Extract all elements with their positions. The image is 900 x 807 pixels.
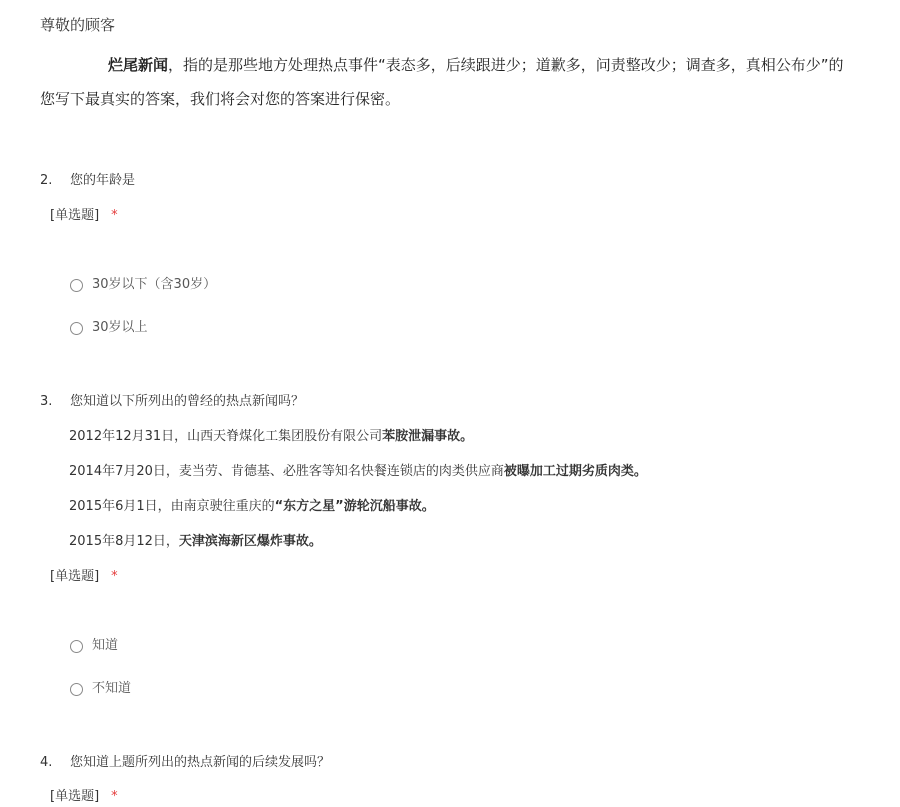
news-item-text: 2014年7月20日，麦当劳、肯德基、必胜客等知名快餐连锁店的肉类供应商 [69, 464, 504, 479]
intro-paragraph-line1 [108, 54, 844, 76]
greeting-text: 尊敬的顾客 [40, 16, 116, 34]
news-item-1 [69, 427, 473, 447]
question-2-type [50, 206, 118, 226]
option-label: 30岁以下（含30岁） [92, 277, 217, 292]
required-star: * [111, 208, 118, 223]
question-type-label: [单选题] [50, 789, 100, 804]
question-4-title: 您知道上题所列出的热点新闻的后续发展吗？ [70, 755, 331, 770]
news-item-text: 2012年12月31日，山西天脊煤化工集团股份有限公司 [69, 429, 383, 444]
question-4-type [50, 787, 118, 807]
question-2-title: 您的年龄是 [70, 173, 136, 188]
question-3-number: 3. [40, 394, 53, 409]
radio-button[interactable] [70, 279, 83, 292]
question-type-label: [单选题] [50, 208, 100, 223]
question-2-number: 2. [40, 173, 53, 188]
news-item-3 [69, 497, 435, 517]
question-4-number: 4. [40, 755, 53, 770]
news-item-highlight: “东方之星”游轮沉船事故。 [274, 499, 435, 514]
question-3-option-1[interactable] [70, 636, 118, 656]
question-3-title: 您知道以下所列出的曾经的热点新闻吗？ [70, 394, 305, 409]
question-type-label: [单选题] [50, 569, 100, 584]
news-item-highlight: 苯胺泄漏事故。 [382, 429, 474, 444]
radio-button[interactable] [70, 683, 83, 696]
question-3-option-2[interactable] [70, 679, 131, 699]
intro-line1-text: ，指的是那些地方处理热点事件“表态多，后续跟进少；道歉多，问责整改少；调查多，真相公布少”的 [168, 56, 844, 74]
radio-button[interactable] [70, 640, 83, 653]
news-item-highlight: 天津滨海新区爆炸事故。 [178, 534, 322, 549]
news-item-text: 2015年6月1日，由南京驶往重庆的 [69, 499, 275, 514]
intro-bold-term: 烂尾新闻 [108, 56, 169, 74]
option-label: 30岁以上 [92, 320, 148, 335]
option-label: 不知道 [92, 681, 132, 696]
question-2-option-1[interactable] [70, 275, 216, 295]
news-item-text: 2015年8月12日， [69, 534, 179, 549]
news-item-2 [69, 462, 647, 482]
option-label: 知道 [92, 638, 119, 653]
radio-button[interactable] [70, 322, 83, 335]
question-2-option-2[interactable] [70, 318, 148, 338]
news-item-highlight: 被曝加工过期劣质肉类。 [503, 464, 647, 479]
required-star: * [111, 569, 118, 584]
news-item-4 [69, 532, 322, 552]
question-3-type [50, 567, 118, 587]
required-star: * [111, 789, 118, 804]
intro-paragraph-line2: 您写下最真实的答案，我们将会对您的答案进行保密。 [40, 90, 401, 108]
